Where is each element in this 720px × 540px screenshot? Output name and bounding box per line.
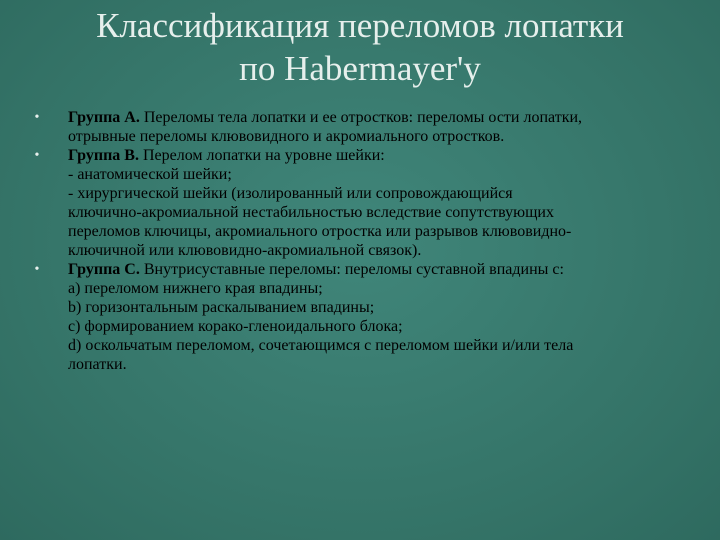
bullet-line: лопатки. [68, 356, 127, 373]
bullet-text: Перелом лопатки на уровне шейки: [138, 147, 385, 164]
bullet-line: - хирургической шейки (изолированный или сопровождающийся [68, 185, 513, 202]
bullet-line: c) формированием корако-гленоидального блока; [68, 318, 403, 335]
bullet-line: d) оскольчатым переломом, сочетающимся с переломом шейки и/или тела [68, 337, 574, 354]
bullet-lead: Группа В. [68, 147, 139, 164]
title-line-2: по Habermayer'у [239, 49, 481, 88]
bullet-line: а) переломом нижнего края впадины; [68, 280, 323, 297]
bullet-line: переломов ключицы, акромиального отростка или разрывов клювовидно- [68, 223, 572, 240]
bullet-line [68, 146, 700, 165]
bullet-list [30, 108, 700, 374]
bullet-line [68, 108, 700, 127]
bullet-text: Внутрисуставные переломы: переломы суставной впадины с: [139, 261, 564, 278]
bullet-lead: Группа С. [68, 261, 140, 278]
bullet-marker: • [34, 110, 40, 125]
bullet-lead: Группа А. [68, 109, 140, 126]
bullet-marker: • [34, 148, 40, 163]
bullet-text: Переломы тела лопатки и ее отростков: переломы ости лопатки, [139, 109, 583, 126]
bullet-group-b [30, 146, 700, 260]
bullet-line: b) горизонтальным раскалыванием впадины; [68, 299, 375, 316]
bullet-line: - анатомической шейки; [68, 166, 232, 183]
title-line-1: Классификация переломов лопатки [96, 6, 624, 45]
bullet-line [68, 260, 700, 279]
bullet-marker: • [34, 262, 40, 277]
slide-title [20, 4, 700, 90]
bullet-group-c [30, 260, 700, 374]
bullet-group-a [30, 108, 700, 146]
bullet-line: ключично-акромиальной нестабильностью вследствие сопутствующих [68, 204, 554, 221]
bullet-line: ключичной или клювовидно-акромиальной связок). [68, 242, 422, 259]
bullet-line: отрывные переломы клювовидного и акромиального отростков. [68, 128, 505, 145]
